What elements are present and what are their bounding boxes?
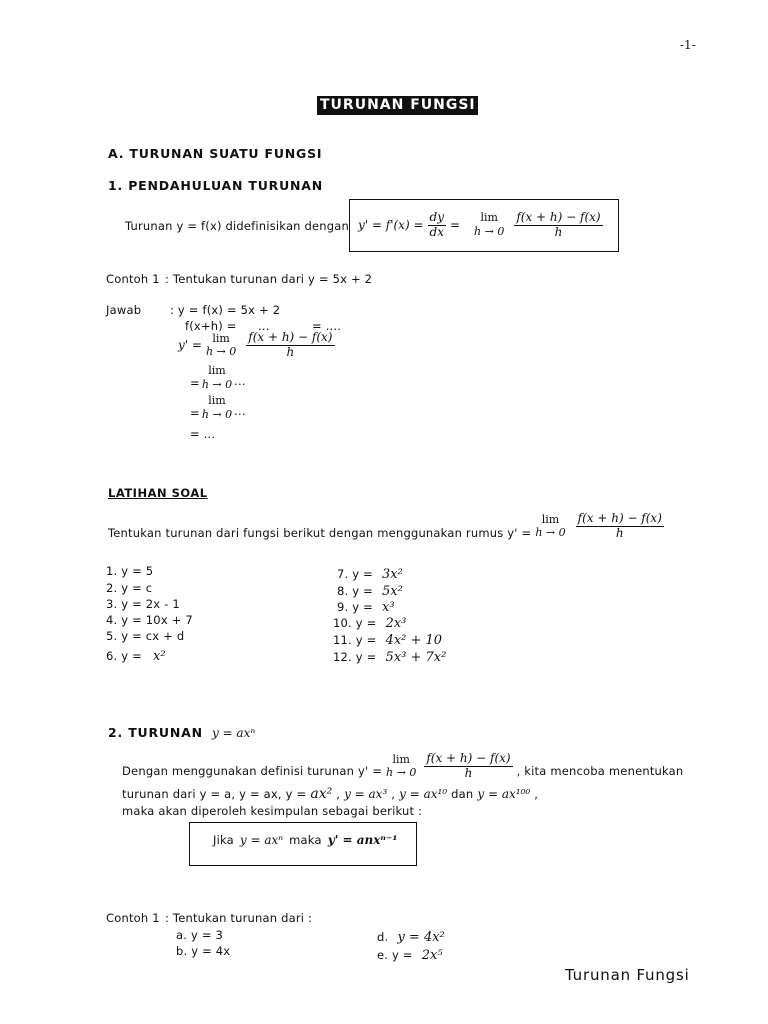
- list-item-expr: 4x² + 10: [385, 633, 443, 648]
- equals: =: [449, 218, 461, 232]
- h-to-0: h → 0: [386, 766, 417, 780]
- denominator: h: [286, 344, 295, 359]
- section-2-paragraph-1: [122, 752, 683, 781]
- formula-lhs: y' = f'(x) =: [358, 218, 424, 232]
- denominator: h: [554, 224, 563, 239]
- contoh-2-item-b: b. y = 4x: [176, 944, 231, 958]
- list-item-label: 8. y =: [337, 584, 373, 598]
- latihan-instruction: [108, 512, 664, 541]
- item-label: d.: [377, 930, 389, 944]
- paragraph-text-end: , kita mencoba menentukan: [516, 764, 684, 779]
- list-item: [106, 645, 166, 664]
- jawab-line-2-dots: ...: [258, 319, 270, 333]
- rule-expr-1: y = axⁿ: [239, 833, 284, 847]
- denominator: h: [615, 525, 624, 540]
- list-item: 5. y = cx + d: [106, 629, 185, 643]
- dx: dx: [429, 224, 444, 239]
- latihan-heading: LATIHAN SOAL: [108, 486, 208, 500]
- paragraph-text: turunan dari y = a, y = ax, y =: [122, 787, 307, 801]
- definition-formula: [358, 204, 603, 246]
- y-prime: y' =: [178, 338, 202, 353]
- list-item-expr: 5x²: [382, 584, 403, 599]
- page-number: -1-: [680, 38, 696, 52]
- dy-dx-fraction: [428, 211, 446, 240]
- list-item: [333, 646, 446, 665]
- contoh-2-item-e: [377, 944, 443, 963]
- jawab-line-1: : y = f(x) = 5x + 2: [170, 303, 281, 317]
- jawab-label: Jawab: [106, 303, 142, 317]
- list-item-expr: 3x²: [382, 567, 403, 582]
- difference-quotient: [576, 512, 664, 541]
- item-expr: 2x⁵: [421, 948, 443, 963]
- contoh-2-label: Contoh 1: [106, 911, 160, 925]
- lim: lim: [392, 752, 410, 766]
- limit-operator: [202, 364, 232, 392]
- expr-ax2: ax²: [310, 786, 333, 802]
- difference-quotient: [514, 211, 602, 240]
- section-2-paragraph-3: maka akan diperoleh kesimpulan sebagai berikut :: [122, 804, 423, 818]
- numerator: f(x + h) − f(x): [426, 751, 511, 765]
- item-label: e. y =: [377, 948, 413, 962]
- section-2-heading-expr: y = axⁿ: [211, 726, 256, 740]
- h-to-0: h → 0: [201, 407, 233, 421]
- list-item: 3. y = 2x - 1: [106, 597, 180, 611]
- list-item: 4. y = 10x + 7: [106, 613, 193, 627]
- h-to-0: h → 0: [535, 526, 566, 540]
- list-item-label: 9. y =: [337, 600, 373, 614]
- equals: =: [190, 375, 200, 390]
- contoh-2-item-d: [377, 926, 445, 945]
- section-a-heading: A. TURUNAN SUATU FUNGSI: [108, 146, 323, 161]
- limit-operator: [202, 394, 232, 422]
- expr-ax3: y = ax³: [344, 787, 388, 801]
- footer-title: Turunan Fungsi: [565, 966, 690, 984]
- list-item-expr: x²: [153, 649, 166, 664]
- comma: ,: [391, 787, 396, 801]
- h-to-0: h → 0: [474, 225, 505, 238]
- page-title: TURUNAN FUNGSI: [317, 96, 478, 115]
- denominator: h: [464, 765, 473, 780]
- maka: maka: [289, 833, 322, 847]
- item-expr: y = 4x²: [397, 930, 445, 945]
- list-item-label: 10. y =: [333, 616, 377, 630]
- jawab-step-2: [190, 394, 246, 422]
- paragraph-text: Dengan menggunakan definisi turunan y' =: [122, 764, 383, 779]
- contoh-2-text: : Tentukan turunan dari :: [165, 911, 313, 925]
- numerator: f(x + h) − f(x): [248, 330, 333, 344]
- list-item-label: 12. y =: [333, 650, 377, 664]
- limit-operator: [535, 513, 565, 541]
- h-to-0: h → 0: [201, 377, 233, 391]
- section-2-heading: [108, 722, 255, 741]
- lim: lim: [212, 331, 230, 345]
- limit-operator: [206, 332, 236, 360]
- instruction-text: Tentukan turunan dari fungsi berikut dengan menggunakan rumus y' =: [108, 526, 532, 541]
- dy: dy: [429, 209, 444, 224]
- lim: lim: [541, 512, 560, 526]
- comma: ,: [336, 787, 341, 801]
- expr-ax10: y = ax¹⁰: [399, 787, 448, 801]
- expr-ax100: y = ax¹⁰⁰: [477, 787, 531, 801]
- equals: =: [190, 405, 200, 420]
- list-item-label: 11. y =: [333, 633, 377, 647]
- rule-expr-2: y' = anxⁿ⁻¹: [327, 833, 398, 847]
- section-1-heading: 1. PENDAHULUAN TURUNAN: [108, 178, 324, 193]
- contoh-1-label: Contoh 1: [106, 272, 160, 286]
- section-2-heading-text: 2. TURUNAN: [108, 725, 203, 740]
- jawab-step-3: = ...: [190, 427, 216, 441]
- jawab-step-1: [190, 364, 246, 392]
- difference-quotient: [246, 331, 334, 360]
- comma: ,: [534, 787, 539, 801]
- definition-text: Turunan y = f(x) didefinisikan dengan: [125, 219, 350, 233]
- limit-operator: [386, 753, 416, 781]
- numerator: f(x + h) − f(x): [577, 511, 662, 525]
- jawab-limit-formula: [178, 331, 335, 360]
- dan: dan: [451, 787, 474, 801]
- list-item: 1. y = 5: [106, 564, 154, 578]
- h-to-0: h → 0: [205, 345, 237, 359]
- list-item-expr: x³: [382, 600, 395, 615]
- lim: lim: [208, 394, 226, 407]
- list-item: 2. y = c: [106, 581, 153, 595]
- jawab-line-2-lhs: f(x+h) =: [185, 319, 237, 333]
- lim: lim: [480, 211, 498, 225]
- contoh-1-text: : Tentukan turunan dari y = 5x + 2: [165, 272, 373, 286]
- jawab-line-2-rhs: = ....: [312, 319, 342, 333]
- limit-operator: [474, 211, 504, 239]
- section-2-paragraph-2: [122, 786, 538, 802]
- dots: ...: [234, 373, 246, 388]
- contoh-2-item-a: a. y = 3: [176, 928, 224, 942]
- jika: Jika: [213, 833, 234, 847]
- lim: lim: [208, 364, 226, 377]
- list-item-label: 7. y =: [337, 567, 373, 581]
- list-item-expr: 2x³: [385, 616, 407, 631]
- list-item-expr: 5x³ + 7x²: [385, 650, 447, 665]
- difference-quotient: [424, 752, 512, 781]
- numerator: f(x + h) − f(x): [516, 209, 601, 224]
- dots: ...: [234, 403, 246, 418]
- rule-statement: [213, 833, 398, 847]
- list-item-label: 6. y =: [106, 649, 142, 663]
